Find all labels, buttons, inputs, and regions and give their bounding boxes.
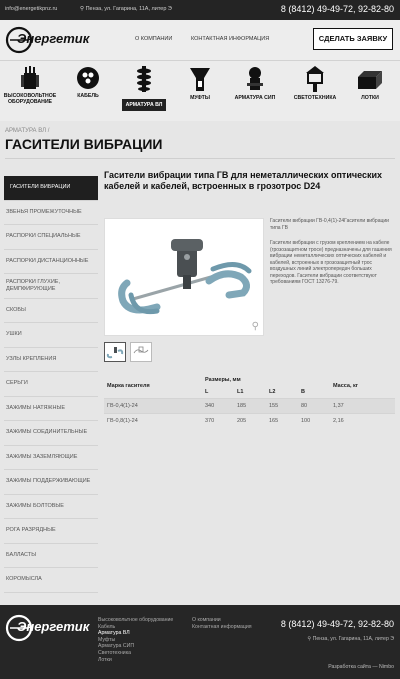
footer-link[interactable]: Высоковольтное оборудование: [98, 617, 174, 623]
product-photo[interactable]: [104, 218, 264, 336]
col-mark-header: Марка гасителя: [107, 383, 150, 389]
transformer-icon: [16, 65, 44, 91]
request-button[interactable]: СДЕЛАТЬ ЗАЯВКУ: [313, 28, 393, 50]
col-b-header: B: [301, 389, 305, 395]
page-title: ГАСИТЕЛИ ВИБРАЦИИ: [5, 136, 163, 152]
breadcrumb[interactable]: АРМАТУРА ВЛ /: [5, 128, 50, 134]
sidebar-item-earthing-clamps[interactable]: ЗАЖИМЫ ЗАЗЕМЛЯЮЩИЕ: [4, 446, 98, 471]
cell-l1: 185: [234, 399, 266, 414]
cell-l2: 165: [266, 414, 298, 429]
category-label: ЛОТКИ: [361, 95, 379, 101]
footer-link[interactable]: О компании: [192, 617, 221, 623]
thumbnail-1[interactable]: [104, 342, 126, 362]
product-title: Гасители вибрации типа ГВ для неметаллических оптических кабелей и кабелей, встроенных в грозотрос D24: [104, 170, 383, 191]
product-description: Гасители вибрации с грузом креплением на кабеле (грозозащитном тросе) предназначены для гашения вибрации неметаллических оптических кабелей и кабелей, встроенных в грозозащитный трос воздушных линий электропередач больших переходов. Гасители вибрации соответствуют требованиям ГОСТ 13276-79.: [270, 240, 392, 285]
category-label: АРМАТУРА СИП: [234, 95, 276, 101]
footer-link[interactable]: Контактная информация: [192, 623, 252, 630]
sidebar-item-mounts[interactable]: УЗЛЫ КРЕПЛЕНИЯ: [4, 348, 98, 373]
footer-link-active[interactable]: Арматура ВЛ: [98, 630, 130, 637]
tray-icon: [356, 65, 384, 93]
cell-b: 80: [298, 399, 330, 414]
footer-logo[interactable]: [4, 613, 94, 643]
cell-l: 340: [202, 399, 234, 414]
footer-link[interactable]: Муфты: [98, 636, 116, 643]
col-l2-header: L2: [269, 389, 276, 395]
vibration-damper-image: [105, 219, 263, 335]
category-armatura-sip[interactable]: [226, 61, 284, 121]
cell-l1: 205: [234, 414, 266, 429]
cell-l: 370: [202, 414, 234, 429]
category-label: ВЫСОКОВОЛЬТНОЕ ОБОРУДОВАНИЕ: [3, 93, 57, 105]
nav-about[interactable]: О КОМПАНИИ: [135, 36, 173, 42]
product-short-description: Гасители вибрации ГВ-0,4(1)-24Гасители вибрации типа ГВ: [270, 218, 389, 231]
footer-link[interactable]: Кабель: [98, 623, 116, 630]
address-text: [80, 6, 172, 12]
sidebar: [4, 176, 98, 593]
footer-address: [307, 636, 394, 642]
footer-address-label: Пенза, ул. Гагарина, 11А, литер Э: [312, 636, 394, 642]
logo-text: Энергетик: [17, 619, 90, 634]
spec-table: [104, 374, 395, 428]
footer-catalog-links: [98, 617, 173, 663]
footer-link[interactable]: Арматура СИП: [98, 643, 135, 650]
category-armatura-vl[interactable]: [118, 61, 170, 121]
category-bar: [0, 61, 400, 121]
category-couplings[interactable]: [180, 61, 220, 121]
table-row: [104, 414, 395, 429]
cell-mark: ГВ-0,8(1)-24: [104, 414, 202, 429]
sidebar-item-bolt-clamps[interactable]: ЗАЖИМЫ БОЛТОВЫЕ: [4, 495, 98, 520]
sidebar-item-shackles[interactable]: СЕРЬГИ: [4, 372, 98, 397]
col-l1-header: L1: [237, 389, 244, 395]
footer-link[interactable]: Светотехника: [98, 649, 131, 656]
category-cable[interactable]: [70, 61, 106, 121]
email-link[interactable]: info@energetikpnz.ru: [5, 6, 58, 12]
category-label: МУФТЫ: [190, 95, 210, 101]
sidebar-item-eyes[interactable]: УШКИ: [4, 323, 98, 348]
cell-mass: 1,37: [330, 399, 395, 414]
sidebar-item-suspension-clamps[interactable]: ЗАЖИМЫ ПОДДЕРЖИВАЮЩИЕ: [4, 470, 98, 495]
category-high-voltage[interactable]: [2, 61, 58, 121]
insulator-icon: [134, 65, 154, 93]
sidebar-item-distance-spacers[interactable]: РАСПОРКИ ДИСТАНЦИОННЫЕ: [4, 250, 98, 275]
category-label: АРМАТУРА ВЛ: [122, 99, 167, 111]
footer-info-links: [192, 617, 252, 630]
lamp-icon: [304, 65, 326, 93]
developer-credit[interactable]: Разработка сайта — Nimbo: [328, 664, 394, 670]
col-mass-header: Масса, кг: [333, 383, 359, 389]
sidebar-item-vibration-dampers[interactable]: ГАСИТЕЛИ ВИБРАЦИИ: [4, 176, 98, 201]
sidebar-item-tension-clamps[interactable]: ЗАЖИМЫ НАТЯЖНЫЕ: [4, 397, 98, 422]
table-row: [104, 399, 395, 414]
location-pin-icon: ⚲: [80, 6, 86, 12]
category-label: КАБЕЛЬ: [77, 93, 99, 99]
category-label: СВЕТОТЕХНИКА: [293, 95, 337, 101]
thumbnail-drawing-image: [131, 343, 151, 361]
clamp-icon: [243, 65, 267, 93]
site-logo[interactable]: [4, 25, 94, 55]
cell-mass: 2,16: [330, 414, 395, 429]
cable-icon: [75, 65, 101, 91]
col-dims-header: Размеры, мм: [205, 377, 241, 383]
logo-text: Энергетик: [17, 31, 90, 46]
thumbnail-damper-image: [105, 343, 125, 361]
sidebar-item-ballasts[interactable]: БАЛЛАСТЫ: [4, 544, 98, 569]
sidebar-item-special-spacers[interactable]: РАСПОРКИ СПЕЦИАЛЬНЫЕ: [4, 225, 98, 250]
category-trays[interactable]: [350, 61, 390, 121]
thumbnail-2[interactable]: [130, 342, 152, 362]
location-pin-icon: ⚲: [307, 636, 313, 642]
cell-b: 100: [298, 414, 330, 429]
cell-l2: 155: [266, 399, 298, 414]
sidebar-item-links[interactable]: ЗВЕНЬЯ ПРОМЕЖУТОЧНЫЕ: [4, 201, 98, 226]
address-label: Пенза, ул. Гагарина, 11А, литер Э: [85, 6, 172, 12]
sidebar-item-damping-spacers[interactable]: РАСПОРКИ ГЛУХИЕ, ДЕМПФИРУЮЩИЕ: [4, 274, 98, 299]
cell-mark: ГВ-0,4(1)-24: [104, 399, 202, 414]
header: [0, 20, 400, 61]
sidebar-item-yokes[interactable]: КОРОМЫСЛА: [4, 568, 98, 593]
sidebar-item-brackets[interactable]: СКОБЫ: [4, 299, 98, 324]
phone-numbers[interactable]: 8 (8412) 49-49-72, 92-82-80: [280, 4, 394, 14]
sidebar-item-connecting-clamps[interactable]: ЗАЖИМЫ СОЕДИНИТЕЛЬНЫЕ: [4, 421, 98, 446]
zoom-icon[interactable]: ⚲: [251, 321, 259, 332]
sidebar-item-arc-horns[interactable]: РОГА РАЗРЯДНЫЕ: [4, 519, 98, 544]
footer: [0, 605, 400, 679]
top-bar: [0, 0, 400, 20]
col-l-header: L: [205, 389, 209, 395]
title-divider: [5, 158, 395, 159]
nav-contacts[interactable]: КОНТАКТНАЯ ИНФОРМАЦИЯ: [191, 36, 270, 42]
coupling-icon: [187, 65, 213, 93]
footer-phones[interactable]: 8 (8412) 49-49-72, 92-82-80: [280, 619, 394, 629]
category-lighting[interactable]: [290, 61, 340, 121]
footer-link[interactable]: Лотки: [98, 656, 112, 663]
